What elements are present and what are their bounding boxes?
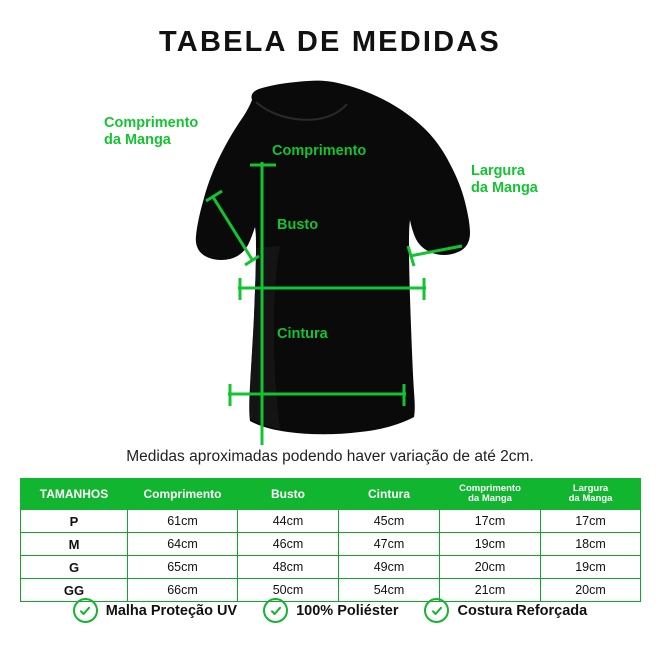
cell-waist: 49cm <box>339 556 440 579</box>
table-header-sleeve-length-line2: da Manga <box>468 493 512 504</box>
cell-size: G <box>21 556 128 579</box>
label-waist: Cintura <box>277 326 328 342</box>
cell-sleeve-width: 17cm <box>541 510 641 533</box>
label-bust: Busto <box>277 217 319 233</box>
feature-item <box>424 598 587 623</box>
cell-waist: 45cm <box>339 510 440 533</box>
label-sleeve-length <box>104 115 198 148</box>
cell-waist: 54cm <box>339 579 440 602</box>
shirt-diagram <box>0 70 660 445</box>
label-sleeve-width <box>471 163 538 196</box>
cell-length: 66cm <box>128 579 238 602</box>
table-row <box>21 556 641 579</box>
size-table-wrap <box>20 478 640 602</box>
shirt-silhouette <box>0 70 470 434</box>
cell-length: 64cm <box>128 533 238 556</box>
measurement-note: Medidas aproximadas podendo haver variação de até 2cm. <box>126 448 534 465</box>
cell-length: 61cm <box>128 510 238 533</box>
page-title: TABELA DE MEDIDAS <box>159 26 501 58</box>
cell-sleeve-length: 21cm <box>440 579 541 602</box>
check-circle-icon <box>424 598 449 623</box>
check-circle-icon <box>73 598 98 623</box>
table-row <box>21 533 641 556</box>
cell-size: GG <box>21 579 128 602</box>
feature-item <box>263 598 398 623</box>
cell-bust: 44cm <box>238 510 339 533</box>
table-header-bust: Busto <box>238 479 339 510</box>
table-header-sleeve-length <box>440 479 541 510</box>
cell-bust: 46cm <box>238 533 339 556</box>
cell-sleeve-width: 18cm <box>541 533 641 556</box>
feature-label: Costura Reforçada <box>457 602 588 619</box>
table-header-sleeve-width-line2: da Manga <box>568 493 613 504</box>
cell-sleeve-length: 17cm <box>440 510 541 533</box>
size-table <box>20 478 641 602</box>
cell-sleeve-width: 19cm <box>541 556 641 579</box>
label-sleeve-width-line2: da Manga <box>471 179 538 196</box>
table-header-sleeve-length-line1: Comprimento <box>459 483 521 495</box>
cell-length: 65cm <box>128 556 238 579</box>
table-header-length: Comprimento <box>128 479 238 510</box>
cell-size: P <box>21 510 128 533</box>
features-row <box>0 598 660 623</box>
label-sleeve-length-line2: da Manga <box>104 131 171 148</box>
cell-bust: 48cm <box>238 556 339 579</box>
label-length: Comprimento <box>272 143 367 159</box>
cell-waist: 47cm <box>339 533 440 556</box>
feature-item <box>73 598 237 623</box>
cell-sleeve-length: 20cm <box>440 556 541 579</box>
table-header-sizes: TAMANHOS <box>21 479 128 510</box>
cell-size: M <box>21 533 128 556</box>
table-header-waist: Cintura <box>339 479 440 510</box>
check-circle-icon <box>263 598 288 623</box>
table-row <box>21 510 641 533</box>
feature-label: Malha Proteção UV <box>105 602 238 619</box>
cell-sleeve-length: 19cm <box>440 533 541 556</box>
label-sleeve-length-line1: Comprimento <box>104 115 199 131</box>
cell-bust: 50cm <box>238 579 339 602</box>
table-header-sleeve-width-line1: Largura <box>572 483 609 495</box>
cell-sleeve-width: 20cm <box>541 579 641 602</box>
label-sleeve-width-line1: Largura <box>471 163 525 179</box>
feature-label: 100% Poliéster <box>296 602 399 619</box>
table-header-row <box>21 479 641 510</box>
table-header-sleeve-width <box>541 479 641 510</box>
